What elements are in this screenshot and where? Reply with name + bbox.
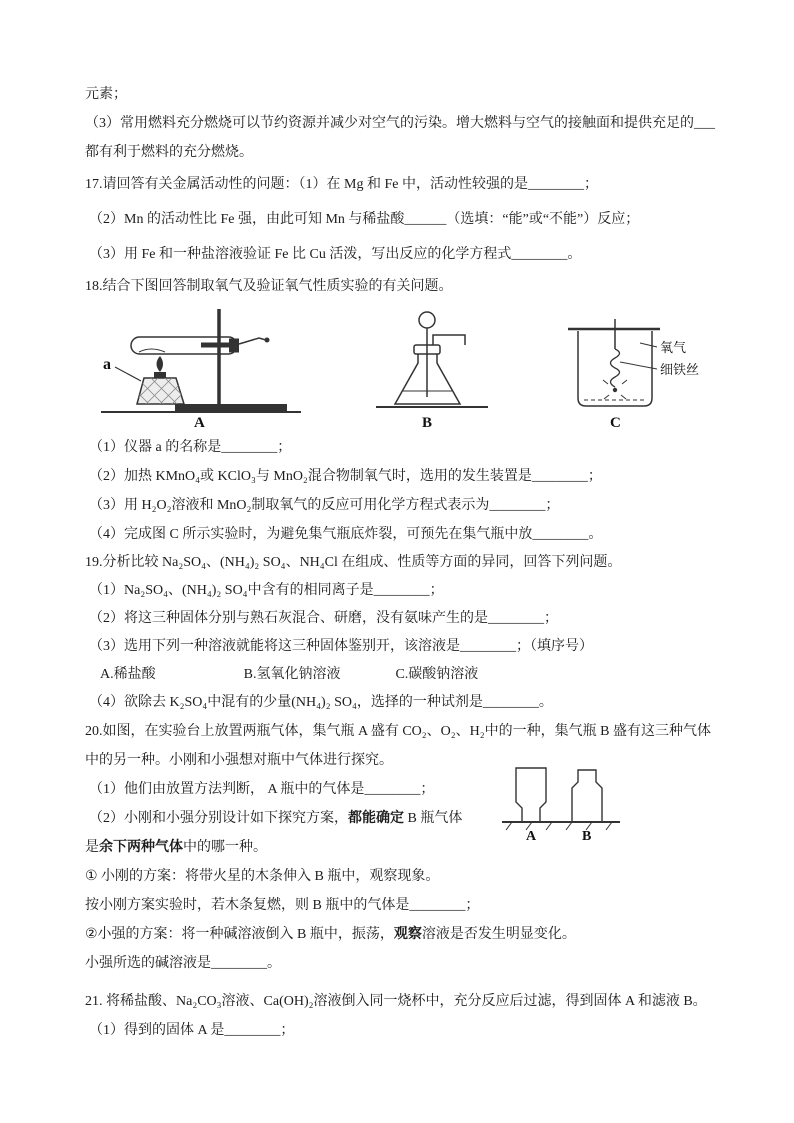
- q20-sub-2-bold: 都能确定: [348, 811, 404, 826]
- q18-intro: 18.结合下图回答制取氧气及验证氧气性质实验的有关问题。: [85, 279, 453, 294]
- stand-base-icon: [175, 404, 287, 411]
- q19-sub-3: （3）选用下列一种溶液就能将这三种固体鉴别开，该溶液是________；（填序号）: [89, 639, 593, 654]
- iron-wire-label: 细铁丝: [660, 362, 700, 377]
- q20-sub-2-post: B 瓶气体: [404, 811, 463, 826]
- apparatus-c-label: C: [610, 415, 621, 429]
- question-19: [85, 549, 710, 717]
- thistle-funnel-bulb-icon: [419, 312, 435, 328]
- q19-option-a: A.稀盐酸: [100, 667, 156, 682]
- question-20: [85, 717, 710, 978]
- q17-line-1: 17.请回答有关金属活动性的问题：（1）在 Mg 和 Fe 中，活动性较强的是________；: [85, 177, 598, 192]
- q20-intro-line-1: 20.如图，在实验台上放置两瓶气体，集气瓶 A 盛有 CO₂、O₂、H₂中的一种，集气瓶 B 盛有这三种气体: [85, 724, 711, 739]
- q19-sub-2: （2）将这三种固体分别与熟石灰混合、研磨，没有氨味产生的是________；: [89, 611, 558, 626]
- q19-option-b: B.氢氧化钠溶液: [243, 667, 341, 682]
- alcohol-lamp-icon: [137, 378, 184, 404]
- q20-sub-1: （1）他们由放置方法判断， A 瓶中的气体是________；: [89, 782, 435, 797]
- apparatus-c-gas-bottle-diagram: [560, 307, 710, 429]
- apparatus-b-label: B: [422, 415, 433, 429]
- q20-plan-1b: 按小刚方案实验时，若木条复燃，则 B 瓶中的气体是________；: [85, 898, 480, 913]
- q20-gas-bottles-diagram: [500, 762, 622, 842]
- q20-plan-2-post: 溶液是否发生明显变化。: [421, 927, 576, 942]
- q19-sub-4: （4）欲除去 K₂SO₄中混有的少量(NH₄)₂ SO₄，选择的一种试剂是________。: [89, 695, 553, 710]
- intro-line-3: 都有利于燃料的充分燃烧。: [85, 145, 253, 160]
- q20-plan-2: [85, 920, 710, 949]
- apparatus-b-flask-setup-diagram: [372, 307, 492, 429]
- question-18: [85, 272, 710, 549]
- q18-sub-3: （3）用 H₂O₂溶液和 MnO₂制取氧气的反应可用化学方程式表示为________；: [89, 498, 560, 513]
- apparatus-a-label: A: [194, 415, 205, 429]
- intro-line-1: 元素；: [85, 87, 127, 102]
- flame-icon: [157, 356, 164, 372]
- label-a-pointer-line: [115, 367, 141, 381]
- bottle-b-upright-icon: [572, 770, 602, 822]
- q18-sub-2: （2）加热 KMnO₄或 KClO₃与 MnO₂混合物制氧气时，选用的发生装置是________；: [89, 469, 602, 484]
- stopper-icon: [229, 339, 239, 353]
- intro-line-2: （3）常用燃料充分燃烧可以节约资源并减少对空气的污染。增大燃料与空气的接触面和提供充足的___: [85, 116, 715, 131]
- delivery-tube-icon: [433, 335, 465, 345]
- q20-plan-2-pre: ②小强的方案：将一种碱溶液倒入 B 瓶中，振荡，: [85, 927, 394, 942]
- apparatus-a-heating-setup-diagram: [99, 307, 304, 429]
- q20-sub-2b-pre: 是: [85, 840, 99, 855]
- delivery-tube-icon: [239, 338, 266, 344]
- q20-sub-2b-post: 中的哪一种。: [183, 840, 267, 855]
- question-21: [85, 987, 710, 1045]
- bottle-a-label: A: [526, 829, 537, 842]
- question-17: [85, 167, 710, 272]
- oxygen-pointer-line: [640, 343, 657, 347]
- q18-sub-4: （4）完成图 C 所示实验时，为避免集气瓶底炸裂，可预先在集气瓶中放________。: [89, 527, 603, 542]
- q20-plan-1: ① 小刚的方案：将带火星的木条伸入 B 瓶中，观察现象。: [85, 869, 440, 884]
- q17-line-3: （3）用 Fe 和一种盐溶液验证 Fe 比 Cu 活泼，写出反应的化学方程式________。: [89, 247, 582, 262]
- q17-line-2: （2）Mn 的活动性比 Fe 强，由此可知 Mn 与稀盐酸______（选填：“能”或“不能”）反应；: [89, 212, 640, 227]
- oxygen-label: 氧气: [660, 340, 687, 355]
- q20-sub-2b-bold: 余下两种气体: [99, 840, 183, 855]
- q20-intro-line-2: 中的另一种。小刚和小强想对瓶中气体进行探究。: [85, 753, 393, 768]
- q19-intro: 19.分析比较 Na₂SO₄、(NH₄)₂ SO₄、NH₄Cl 在组成、性质等方面的异同，回答下列问题。: [85, 555, 622, 570]
- apparatus-diagrams: [85, 301, 710, 433]
- q18-sub-1: （1）仪器 a 的名称是________；: [89, 440, 292, 455]
- q21-intro: 21. 将稀盐酸、Na₂CO₃溶液、Ca(OH)₂溶液倒入同一烧杯中，充分反应后过滤，得到固体 A 和滤液 B。: [85, 994, 707, 1009]
- q19-options-row: [85, 661, 710, 689]
- q19-option-c: C.碳酸钠溶液: [395, 667, 479, 682]
- intro-block: [85, 80, 715, 167]
- q21-sub-1: （1）得到的固体 A 是________；: [89, 1023, 295, 1038]
- q20-plan-2b: 小强所选的碱溶液是________。: [85, 956, 281, 971]
- q20-sub-2-pre: （2）小刚和小强分别设计如下探究方案，: [89, 811, 348, 826]
- q19-sub-1: （1）Na₂SO₄、(NH₄)₂ SO₄中含有的相同离子是________；: [89, 583, 444, 598]
- q20-plan-2-bold: 观察: [393, 927, 422, 942]
- bottle-a-inverted-icon: [516, 768, 546, 822]
- apparatus-part-a-label: a: [103, 356, 111, 373]
- bottle-b-label: B: [582, 829, 592, 842]
- iron-wire-coil-icon: [611, 349, 620, 387]
